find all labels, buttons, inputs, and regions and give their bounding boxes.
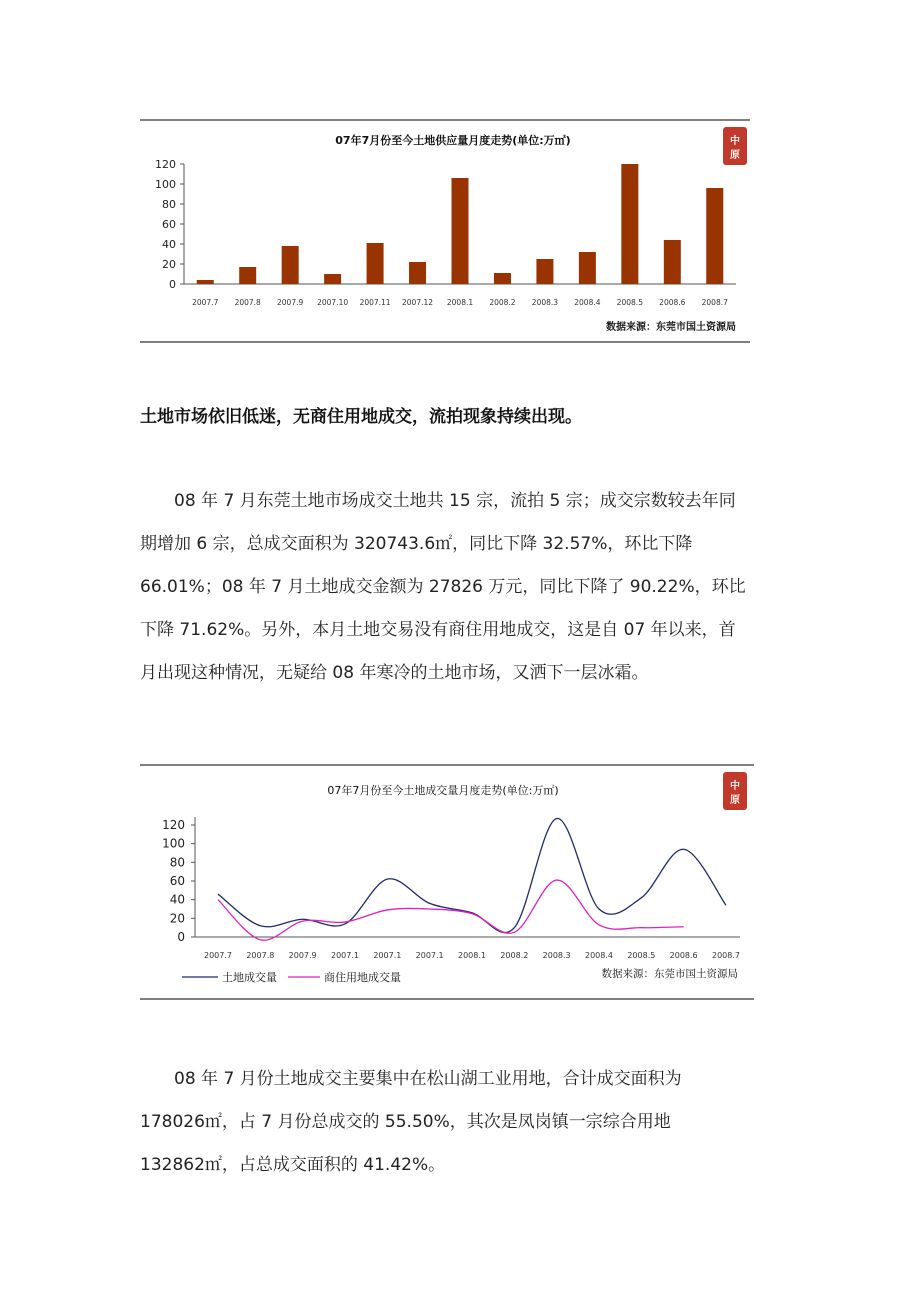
x-tick-label: 2008.5 [616, 298, 643, 307]
bar [367, 243, 384, 284]
x-tick-label: 2008.1 [446, 298, 474, 307]
x-tick-label: 2007.1 [415, 951, 444, 960]
y-tick-label: 0 [169, 278, 176, 291]
data-source: 数据来源：东莞市国土资源局 [606, 322, 736, 333]
y-tick-label: 40 [169, 892, 185, 907]
bar [197, 280, 214, 284]
y-tick-label: 120 [162, 818, 185, 832]
paragraph-1-line: 下降 71.62%。另外，本月土地交易没有商住用地成交，这是自 07 年以来，首 [140, 620, 736, 640]
y-tick-label: 60 [169, 874, 185, 888]
y-tick-label: 20 [162, 258, 176, 271]
y-tick-label: 100 [162, 836, 185, 851]
legend-label: 土地成交量 [222, 971, 277, 984]
y-tick-label: 80 [169, 855, 185, 870]
logo-char: 原 [730, 150, 740, 161]
y-tick-label: 120 [155, 158, 176, 171]
bar [621, 164, 638, 284]
paragraph-2-line: 178026㎡，占 7 月份总成交的 55.50%，其次是凤岗镇一宗综合用地 [140, 1112, 671, 1132]
bar [706, 188, 723, 284]
x-tick-label: 2008.1 [458, 951, 486, 960]
x-tick-label: 2008.6 [669, 951, 698, 960]
paragraph-1-line: 月出现这种情况，无疑给 08 年寒冷的土地市场，又洒下一层冰霜。 [140, 663, 649, 683]
section-heading: 土地市场依旧低迷，无商住用地成交，流拍现象持续出现。 [140, 407, 582, 427]
bar [452, 178, 469, 284]
x-tick-label: 2008.4 [585, 951, 613, 960]
x-tick-label: 2007.8 [246, 951, 275, 960]
x-tick-label: 2007.1 [331, 951, 359, 960]
paragraph-1 [140, 480, 780, 695]
y-tick-label: 20 [169, 911, 185, 926]
land-transaction-chart-svg [140, 762, 754, 1004]
bar [282, 246, 299, 284]
paragraph-2-line: 08 年 7 月份土地成交主要集中在松山湖工业用地，合计成交面积为 [174, 1069, 682, 1089]
x-tick-label: 2008.3 [542, 951, 571, 960]
paragraph-1-line: 08 年 7 月东莞土地市场成交土地共 15 宗，流拍 5 宗；成交宗数较去年同 [174, 491, 736, 511]
x-tick-label: 2007.7 [192, 298, 219, 307]
bar [536, 259, 553, 284]
paragraph-1-line: 期增加 6 宗，总成交面积为 320743.6㎡，同比下降 32.57%，环比下降 [140, 534, 693, 554]
x-tick-label: 2008.7 [712, 951, 740, 960]
x-tick-label: 2008.4 [574, 298, 601, 307]
paragraph-2 [140, 1058, 780, 1187]
series-line-2 [218, 880, 684, 940]
y-tick-label: 40 [162, 238, 176, 251]
bar [239, 267, 256, 284]
x-tick-label: 2007.10 [317, 298, 349, 307]
x-tick-label: 2007.1 [373, 951, 402, 960]
bar [664, 240, 681, 284]
land-supply-chart-svg [140, 118, 750, 346]
x-tick-label: 2008.5 [627, 951, 656, 960]
x-tick-label: 2008.3 [531, 298, 559, 307]
logo-char: 中 [730, 136, 740, 147]
y-tick-label: 60 [162, 218, 176, 231]
paragraph-2-line: 132862㎡，占总成交面积的 41.42%。 [140, 1155, 446, 1175]
bar [494, 273, 511, 284]
x-tick-label: 2007.11 [359, 298, 391, 307]
y-tick-label: 0 [177, 930, 185, 944]
x-tick-label: 2007.8 [234, 298, 261, 307]
paragraph-1-line: 66.01%；08 年 7 月土地成交金额为 27826 万元，同比下降了 90.22%，环比 [140, 577, 746, 597]
x-tick-label: 2007.12 [402, 298, 434, 307]
y-tick-label: 80 [162, 198, 176, 211]
chart-title: 07年7月份至今土地供应量月度走势(单位:万㎡) [335, 134, 571, 147]
series-line-1 [218, 818, 726, 932]
x-tick-label: 2007.7 [204, 951, 232, 960]
legend-label: 商住用地成交量 [324, 971, 401, 984]
y-tick-label: 100 [155, 178, 176, 191]
data-source: 数据来源：东莞市国土资源局 [601, 968, 738, 980]
x-tick-label: 2007.9 [288, 951, 317, 960]
bar [579, 252, 596, 284]
logo-char: 原 [730, 795, 740, 806]
x-tick-label: 2008.2 [489, 298, 516, 307]
bar [409, 262, 426, 284]
x-tick-label: 2008.7 [701, 298, 728, 307]
logo-char: 中 [730, 781, 740, 792]
x-tick-label: 2007.9 [277, 298, 304, 307]
land-supply-chart [140, 118, 750, 346]
land-transaction-chart [140, 762, 754, 1004]
x-tick-label: 2008.2 [500, 951, 529, 960]
chart-title: 07年7月份至今土地成交量月度走势(单位:万㎡) [327, 784, 559, 797]
x-tick-label: 2008.6 [659, 298, 686, 307]
bar [324, 274, 341, 284]
